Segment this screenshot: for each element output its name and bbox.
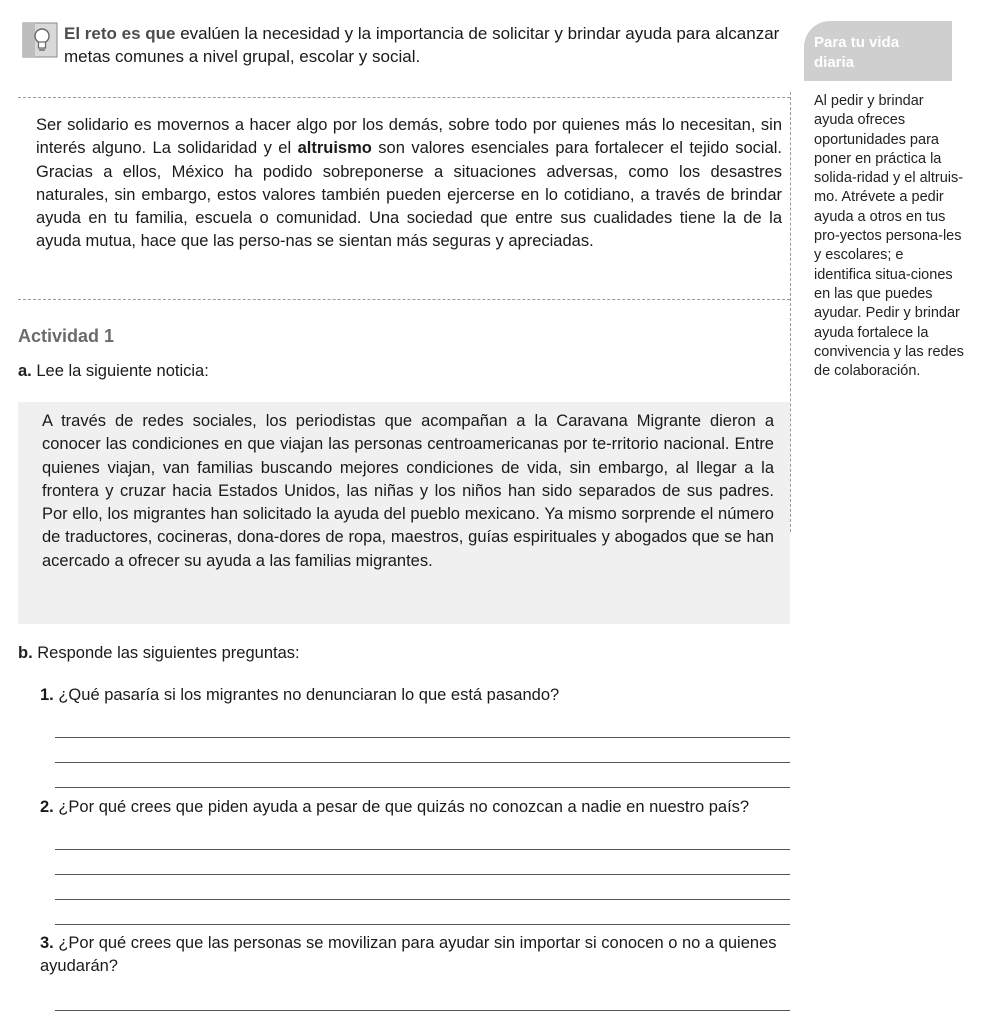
sidebar-text: Al pedir y brindar ayuda ofreces oportunidades para poner en práctica la solida-ridad y el altruis-mo. Atrévete a pedir ayuda a otros en tus pro-yectos persona-les y escolares; e identifica situa-ciones en las que puedes ayudar. Pedir y brindar ayuda fortalece la convivencia y las redes de colaboración. [814,93,964,380]
answer-line[interactable] [55,762,790,763]
concept-text-1: Ser solidario es movernos a hacer algo por los demás, sobre todo por quienes más lo necesitan, sin interés alguno. La solidaridad y el [36,116,782,158]
concept-term: altruismo [297,139,372,158]
question-3-number: 3. [40,934,54,952]
instruction-b-label: b. [18,644,33,662]
challenge-statement [64,22,804,68]
concept-paragraph [36,114,782,254]
question-1-text: ¿Qué pasaría si los migrantes no denunciaran lo que está pasando? [53,686,560,704]
answer-line[interactable] [55,849,790,850]
sidebar-title: Para tu vida diaria [814,34,900,71]
sidebar-divider [790,92,791,532]
question-2-number: 2. [40,798,54,816]
answer-line[interactable] [55,1010,790,1011]
activity-title: Actividad 1 [18,326,115,346]
question-2 [40,796,800,819]
instruction-a-text: Lee la siguiente noticia: [31,362,209,380]
answer-line[interactable] [55,924,790,925]
instruction-b-text: Responde las siguientes preguntas: [32,644,300,662]
lightbulb-icon [22,22,58,58]
answer-line[interactable] [55,737,790,738]
instruction-a-label: a. [18,362,32,380]
challenge-text: evalúen la necesidad y la importancia de solicitar y brindar ayuda para alcanzar metas comunes a nivel grupal, escolar y social. [64,24,780,66]
instruction-b [18,644,300,663]
answer-line[interactable] [55,874,790,875]
answer-line[interactable] [55,787,790,788]
question-1 [40,684,790,707]
answer-line[interactable] [55,899,790,900]
question-3-text: ¿Por qué crees que las personas se movilizan para ayudar sin importar si conocen o no a quienes ayudarán? [40,934,777,975]
question-1-number: 1. [40,686,54,704]
question-3 [40,932,800,978]
news-paragraph: A través de redes sociales, los periodistas que acompañan a la Caravana Migrante dieron a conocer las condiciones en que viajan las personas centroamericanas por te-rritorio nacional. Entre quienes viajan, van familias buscando mejores condiciones de vida, sin embargo, al llegar a la frontera y cruzar hacia Estados Unidos, las niñas y los niños han sido separados de sus padres. Por ello, los migrantes han solicitado la ayuda del pueblo mexicano. Ya mismo sorprende el número de traductores, cocineras, dona-dores de ropa, maestros, guías espirituales y abogados que se han acercado a ofrecer su ayuda a las familias migrantes. [42,412,774,570]
question-2-text: ¿Por qué crees que piden ayuda a pesar de que quizás no conozcan a nadie en nuestro país? [53,798,750,816]
instruction-a [18,362,209,381]
concept-text-2: son valores esenciales para fortalecer el tejido social. Gracias a ellos, México ha podido sobreponerse a situaciones adversas, como los desastres naturales, sin embargo, estos valores también pueden ejercerse en lo cotidiano, a través de brindar ayuda en tu familia, escuela o comunidad. Una sociedad que entre sus cualidades tiene la de la ayuda mutua, hace que las perso-nas se sientan más seguras y apreciadas. [36,139,782,251]
challenge-lead: El reto es que [64,24,176,43]
